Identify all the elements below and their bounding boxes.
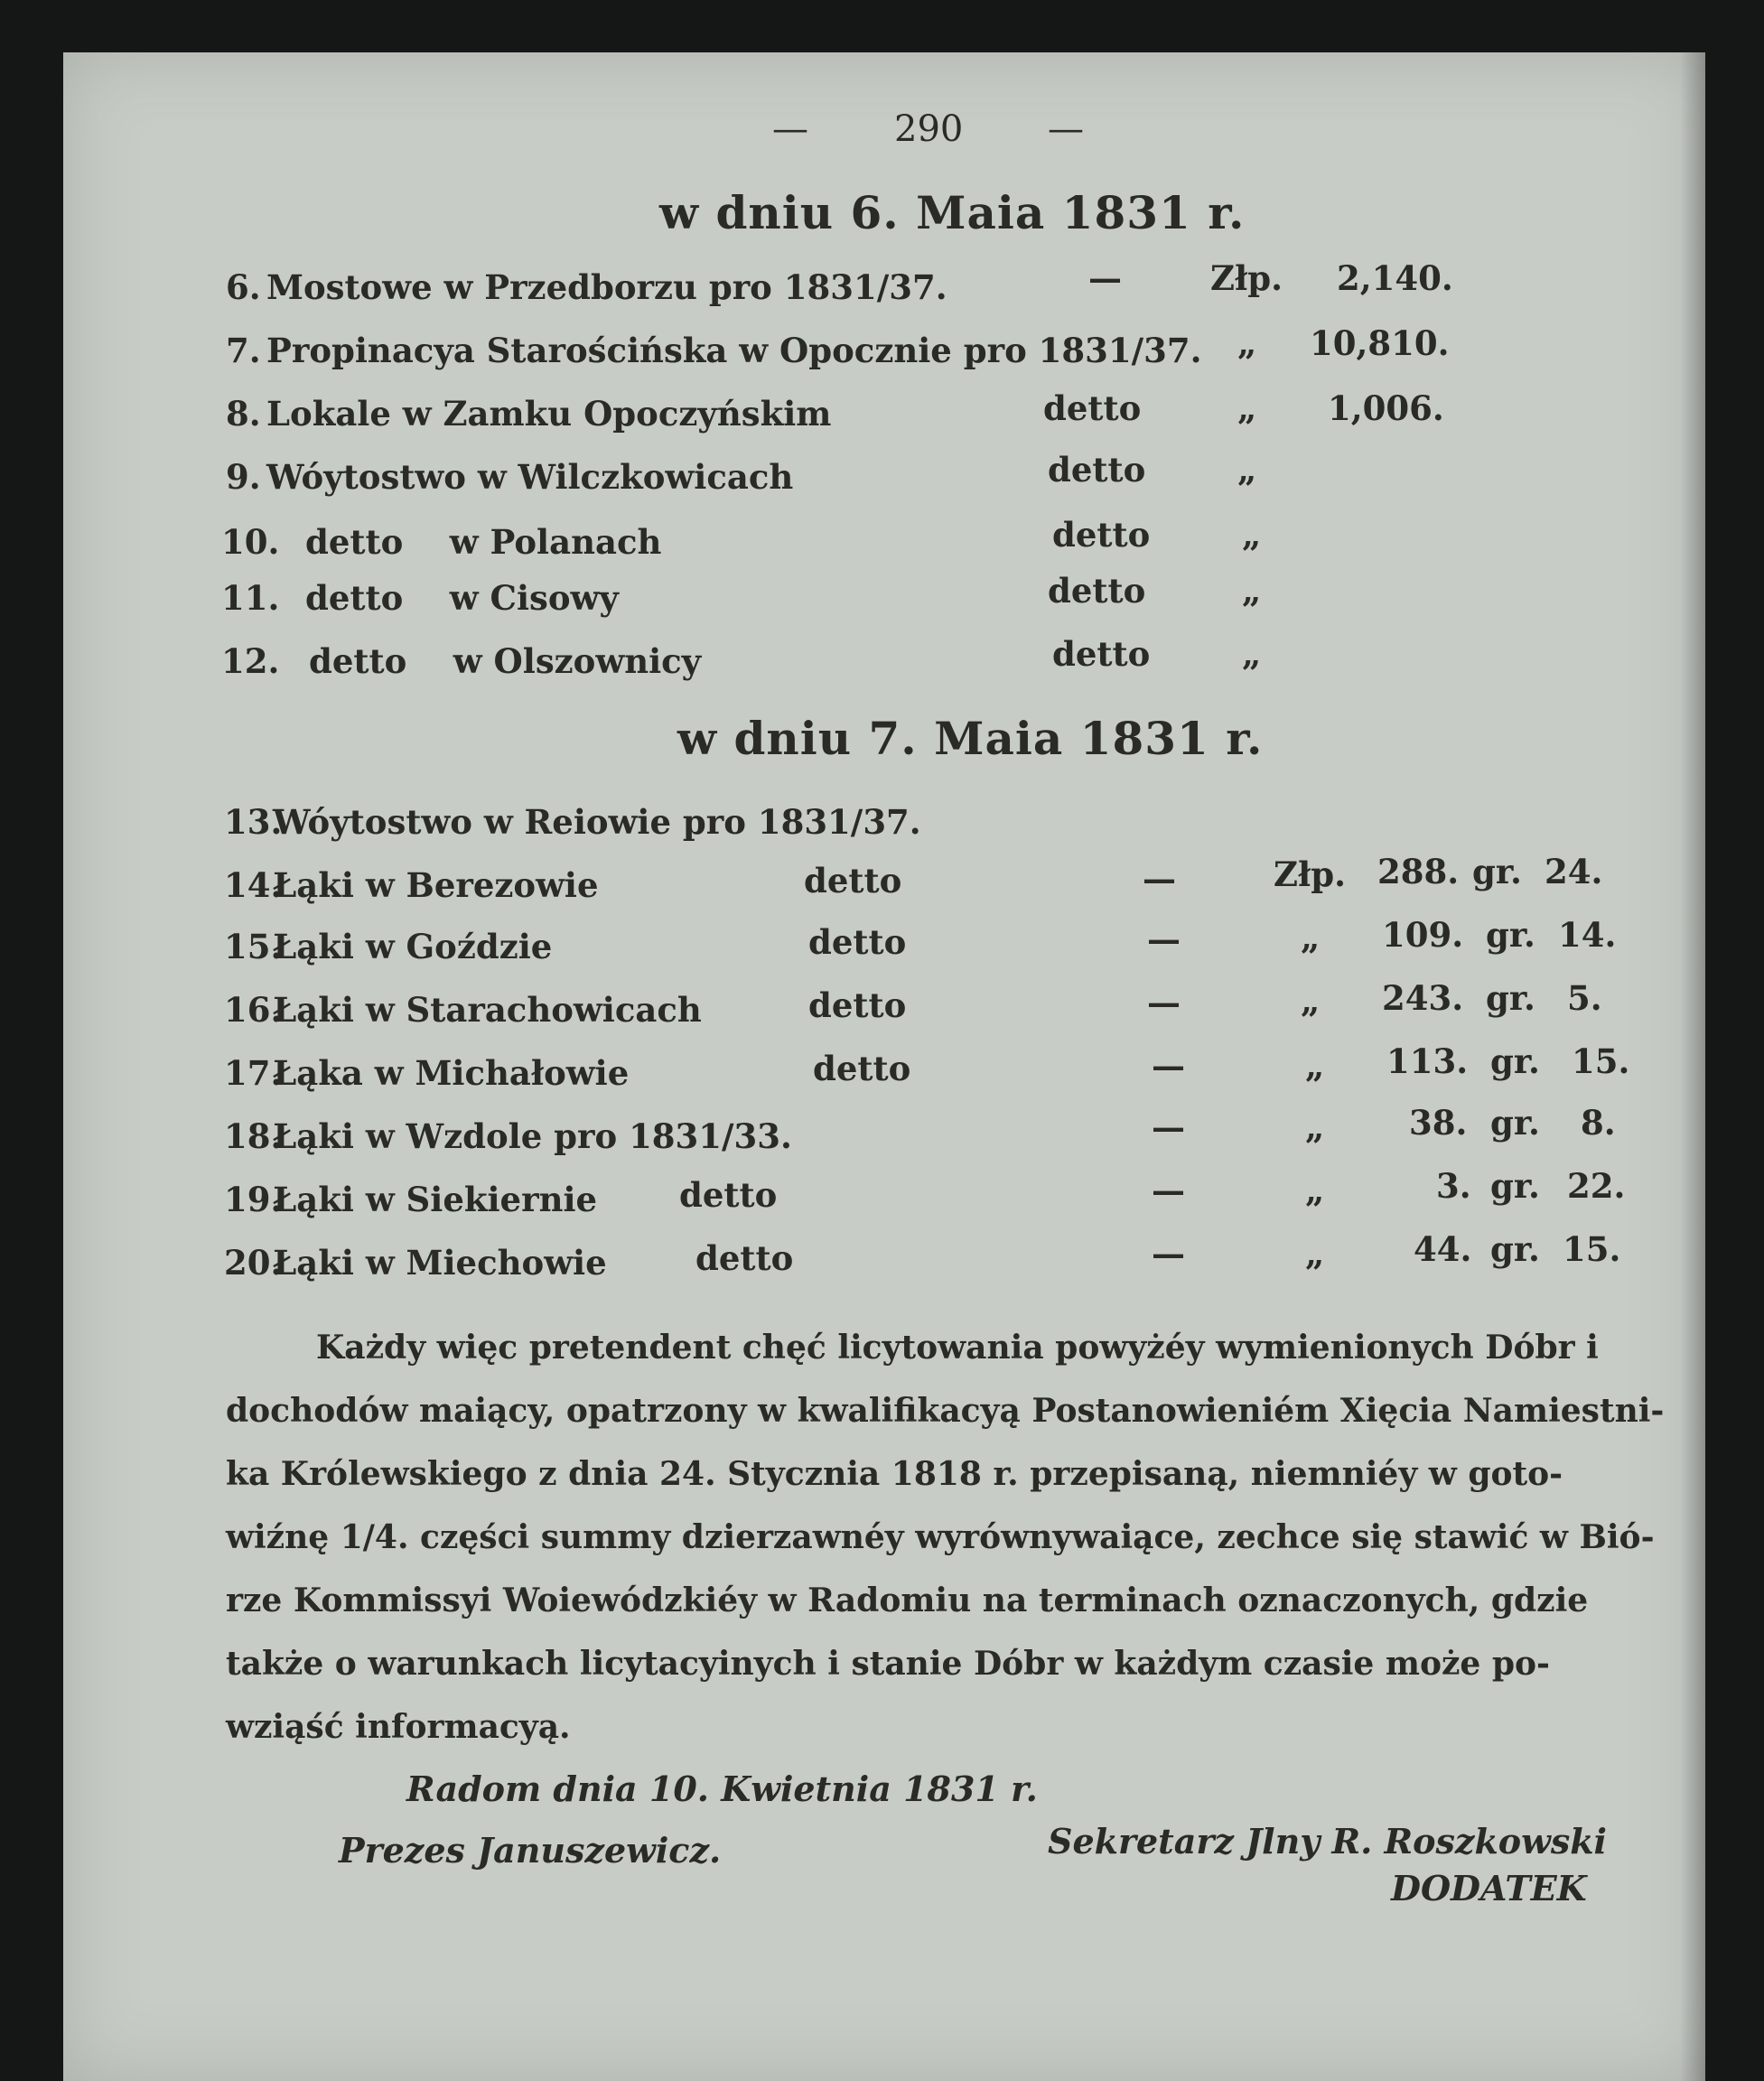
item-name: detto w Olszownicy	[309, 641, 702, 681]
page-number: 290	[894, 108, 964, 150]
item-term: detto	[695, 1238, 794, 1278]
item-number: 19.	[224, 1180, 283, 1219]
item-number: 14.	[224, 865, 283, 905]
item-unit: „	[1305, 1046, 1325, 1086]
item-name: Łąki w Berezowie	[273, 865, 599, 905]
item-unit: „	[1301, 918, 1321, 957]
item-unit: „	[1305, 1234, 1325, 1274]
item-term: detto	[1043, 388, 1142, 428]
item-unit: „	[1237, 388, 1257, 428]
item-amount: 288.	[1377, 852, 1460, 891]
item-grosze: 24.	[1545, 852, 1603, 891]
item-dash: —	[1152, 1046, 1185, 1086]
item-gr: gr.	[1490, 1229, 1540, 1269]
item-name: Łąki w Wzdole pro 1831/33.	[273, 1116, 792, 1156]
item-name: Propinacya Starościńska w Opocznie pro 1831/37.	[266, 331, 1202, 370]
item-number: 8.	[226, 394, 261, 434]
item-unit: Złp.	[1210, 258, 1283, 298]
paragraph-line: Każdy więc pretendent chęć licytowania powyżéy wymienionych Dóbr i	[316, 1329, 1599, 1367]
document-page	[63, 52, 1705, 2081]
item-number: 9.	[226, 457, 261, 497]
item-amount: 243.	[1382, 978, 1464, 1018]
item-number: 10.	[221, 522, 280, 562]
item-amount: 109.	[1382, 915, 1464, 955]
item-number: 12.	[221, 641, 280, 681]
item-term: detto	[804, 861, 902, 901]
item-unit: „	[1237, 323, 1257, 363]
item-name: Łąki w Goździe	[273, 927, 553, 966]
item-dash: —	[1152, 1107, 1185, 1147]
page-edge-shadow	[1680, 52, 1705, 2081]
paragraph-line: ka Królewskiego z dnia 24. Stycznia 1818 r. przepisaną, niemniéy w goto-	[226, 1455, 1563, 1493]
item-grosze: 15.	[1572, 1041, 1630, 1081]
item-name: Łąki w Miechowie	[273, 1243, 607, 1283]
item-name: Łąka w Michałowie	[273, 1053, 630, 1093]
item-number: 16.	[224, 990, 283, 1030]
item-unit: „	[1242, 571, 1262, 611]
item-dash: —	[1147, 983, 1181, 1022]
item-unit: „	[1301, 981, 1321, 1021]
secretary-signature: Sekretarz Jlny R. Roszkowski	[1048, 1821, 1607, 1862]
section-heading-may-6: w dniu 6. Maia 1831 r.	[659, 186, 1246, 239]
item-term: detto	[1052, 515, 1151, 555]
item-term: detto	[1052, 634, 1151, 674]
item-number: 17.	[224, 1053, 283, 1093]
item-amount: 1,006.	[1328, 388, 1444, 428]
item-name: Wóytostwo w Wilczkowicach	[266, 457, 794, 497]
item-term: detto	[679, 1175, 778, 1215]
page-dash-left: —	[772, 108, 808, 150]
item-dash: —	[1147, 919, 1181, 959]
item-number: 20.	[224, 1243, 283, 1283]
item-number: 18.	[224, 1116, 283, 1156]
item-name: Lokale w Zamku Opoczyńskim	[266, 394, 832, 434]
item-dash: —	[1088, 258, 1122, 298]
item-number: 6.	[226, 267, 261, 307]
item-amount: 10,810.	[1310, 323, 1450, 363]
item-dash: —	[1152, 1234, 1185, 1274]
section-heading-may-7: w dniu 7. Maia 1831 r.	[677, 712, 1264, 765]
page-dash-right: —	[1048, 108, 1084, 150]
item-unit: „	[1305, 1107, 1325, 1147]
item-amount: 3.	[1436, 1166, 1471, 1206]
item-unit: „	[1237, 450, 1257, 490]
item-amount: 2,140.	[1337, 258, 1453, 298]
item-term: detto	[808, 922, 907, 962]
item-name: detto w Cisowy	[305, 578, 619, 618]
item-unit: Złp.	[1274, 854, 1346, 894]
catchword: DODATEK	[1391, 1868, 1587, 1908]
item-grosze: 15.	[1563, 1229, 1621, 1269]
item-grosze: 8.	[1581, 1103, 1616, 1143]
item-amount: 44.	[1414, 1229, 1472, 1269]
paragraph-line: także o warunkach licytacyinych i stanie Dóbr w każdym czasie może po-	[226, 1645, 1550, 1683]
paragraph-line: wziąść informacyą.	[226, 1708, 571, 1746]
item-name: Łąki w Siekiernie	[273, 1180, 598, 1219]
item-name: Mostowe w Przedborzu pro 1831/37.	[266, 267, 947, 307]
item-term: detto	[813, 1049, 911, 1088]
item-grosze: 5.	[1567, 978, 1602, 1018]
item-gr: gr.	[1490, 1103, 1540, 1143]
item-gr: gr.	[1490, 1041, 1540, 1081]
date-line: Radom dnia 10. Kwietnia 1831 r.	[406, 1768, 1038, 1809]
item-term: detto	[808, 985, 907, 1025]
paragraph-line: rze Kommissyi Woiewódzkiéy w Radomiu na terminach oznaczonych, gdzie	[226, 1582, 1589, 1619]
item-grosze: 14.	[1558, 915, 1617, 955]
item-amount: 38.	[1409, 1103, 1468, 1143]
item-number: 11.	[221, 578, 280, 618]
item-gr: gr.	[1472, 852, 1522, 891]
item-dash: —	[1143, 859, 1176, 899]
item-number: 15.	[224, 927, 283, 966]
paragraph-line: dochodów maiący, opatrzony w kwalifikacyą Postanowieniém Xięcia Namiestni-	[226, 1392, 1665, 1430]
item-number: 13.	[224, 802, 283, 842]
item-unit: „	[1242, 515, 1262, 555]
item-term: detto	[1048, 571, 1146, 611]
item-gr: gr.	[1486, 978, 1535, 1018]
item-name: detto w Polanach	[305, 522, 662, 562]
president-signature: Prezes Januszewicz.	[339, 1830, 722, 1871]
item-name: Wóytostwo w Reiowie pro 1831/37.	[273, 802, 921, 842]
item-number: 7.	[226, 331, 261, 370]
item-dash: —	[1152, 1171, 1185, 1210]
item-gr: gr.	[1486, 915, 1535, 955]
paragraph-line: wiźnę 1/4. części summy dzierzawnéy wyrównywaiące, zechce się stawić w Bió-	[226, 1518, 1655, 1556]
item-name: Łąki w Starachowicach	[273, 990, 702, 1030]
item-amount: 113.	[1386, 1041, 1469, 1081]
item-gr: gr.	[1490, 1166, 1540, 1206]
item-grosze: 22.	[1567, 1166, 1626, 1206]
item-unit: „	[1305, 1171, 1325, 1210]
item-term: detto	[1048, 450, 1146, 490]
item-unit: „	[1242, 634, 1262, 674]
